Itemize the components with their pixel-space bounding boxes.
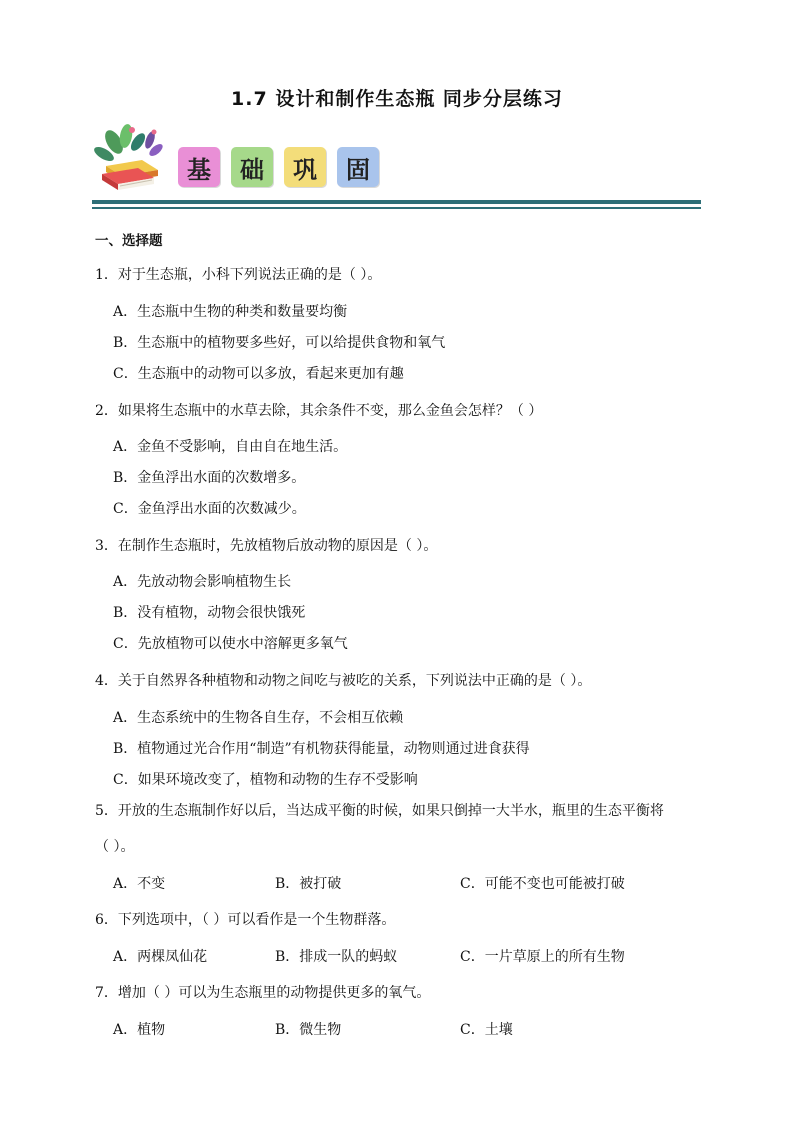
q5-options bbox=[113, 873, 713, 893]
q3-option-b: B．没有植物，动物会很快饿死 bbox=[113, 605, 306, 621]
q7-option-a: A．植物 bbox=[113, 1022, 166, 1038]
question-3: 3．在制作生态瓶时，先放植物后放动物的原因是（ ）。 bbox=[95, 538, 438, 554]
q4-option-c: C．如果环境改变了，植物和动物的生存不受影响 bbox=[113, 772, 418, 788]
question-5-continued: （ ）。 bbox=[95, 839, 135, 855]
q2-option-a: A．金鱼不受影响，自由自在地生活。 bbox=[113, 439, 348, 455]
q6-option-c: C．一片草原上的所有生物 bbox=[460, 949, 625, 965]
q1-option-c: C．生态瓶中的动物可以多放，看起来更加有趣 bbox=[113, 366, 404, 382]
question-4: 4．关于自然界各种植物和动物之间吃与被吃的关系，下列说法中正确的是（ ）。 bbox=[95, 673, 592, 689]
q4-option-b: B．植物通过光合作用“制造”有机物获得能量，动物则通过进食获得 bbox=[113, 741, 530, 757]
banner-char-4: 固 bbox=[337, 147, 379, 187]
q6-option-a: A．两棵凤仙花 bbox=[113, 949, 208, 965]
q2-option-b: B．金鱼浮出水面的次数增多。 bbox=[113, 470, 306, 486]
q5-option-c: C．可能不变也可能被打破 bbox=[460, 876, 625, 892]
q1-option-a: A．生态瓶中生物的种类和数量要均衡 bbox=[113, 304, 348, 320]
q3-option-c: C．先放植物可以使水中溶解更多氧气 bbox=[113, 636, 348, 652]
q1-option-b: B．生态瓶中的植物要多些好，可以给提供食物和氧气 bbox=[113, 335, 446, 351]
q4-option-a: A．生态系统中的生物各自生存，不会相互依赖 bbox=[113, 710, 404, 726]
question-5: 5．开放的生态瓶制作好以后，当达成平衡的时候，如果只倒掉一大半水，瓶里的生态平衡将 bbox=[95, 803, 664, 819]
q7-options bbox=[113, 1019, 713, 1039]
q5-option-b: B．被打破 bbox=[275, 876, 342, 892]
question-6: 6．下列选项中，（ ）可以看作是一个生物群落。 bbox=[95, 912, 396, 928]
q2-option-c: C．金鱼浮出水面的次数减少。 bbox=[113, 501, 306, 517]
section-banner bbox=[92, 122, 392, 194]
q6-option-b: B．排成一队的蚂蚁 bbox=[275, 949, 398, 965]
banner-char-1: 基 bbox=[178, 147, 220, 187]
section-heading: 一、选择题 bbox=[95, 233, 163, 249]
page-title: 1.7 设计和制作生态瓶 同步分层练习 bbox=[231, 88, 563, 110]
question-2: 2．如果将生态瓶中的水草去除，其余条件不变，那么金鱼会怎样？（ ） bbox=[95, 403, 543, 419]
banner-char-2: 础 bbox=[231, 147, 273, 187]
q7-option-b: B．微生物 bbox=[275, 1022, 342, 1038]
question-1: 1．对于生态瓶，小科下列说法正确的是（ ）。 bbox=[95, 267, 382, 283]
divider-thick bbox=[92, 200, 701, 204]
banner-char-3: 巩 bbox=[284, 147, 326, 187]
q7-option-c: C．土壤 bbox=[460, 1022, 513, 1038]
books-plants-illustration bbox=[92, 122, 172, 194]
q3-option-a: A．先放动物会影响植物生长 bbox=[113, 574, 292, 590]
divider-thin bbox=[92, 207, 701, 209]
q5-option-a: A．不变 bbox=[113, 876, 166, 892]
question-7: 7．增加（ ）可以为生态瓶里的动物提供更多的氧气。 bbox=[95, 985, 431, 1001]
q6-options bbox=[113, 946, 713, 966]
